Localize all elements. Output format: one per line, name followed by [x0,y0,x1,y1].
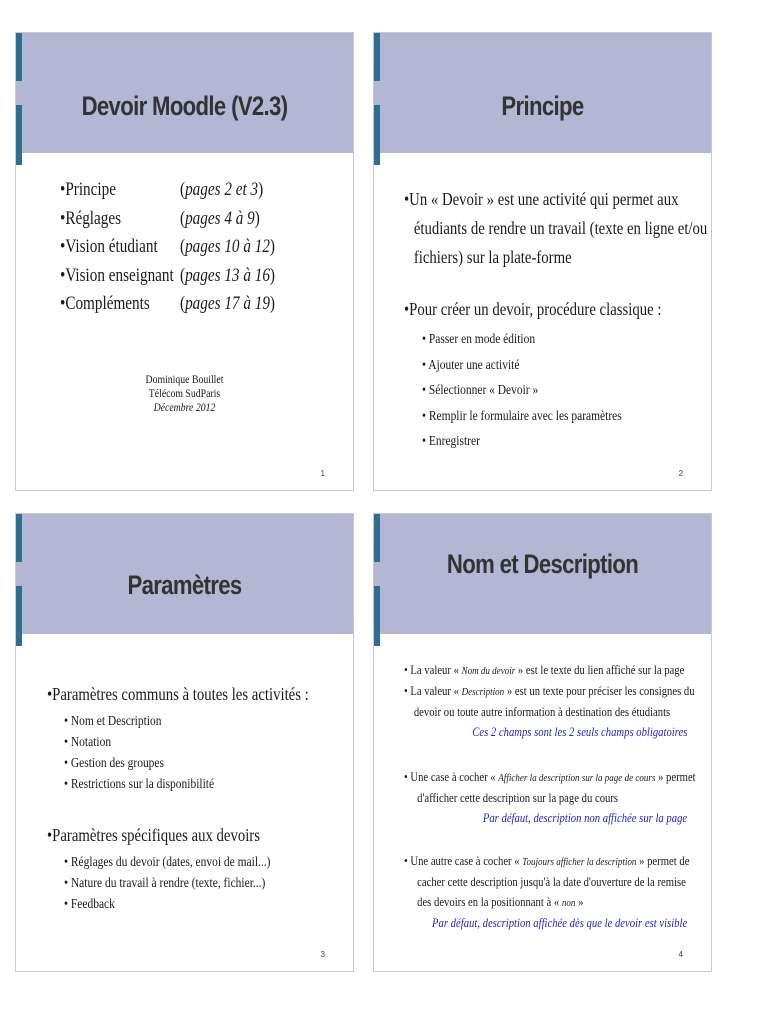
toc-label: •Vision enseignant [60,264,174,286]
accent-bar [374,586,380,646]
note-required: Ces 2 champs sont les 2 seuls champs obligatoires [471,724,687,739]
toc-pages: (pages 4 à 9) [180,207,260,229]
step-item: • Passer en mode édition [422,332,536,347]
accent-bar [374,105,380,165]
bullet-specific: •Paramètres spécifiques aux devoirs [47,825,260,845]
common-list [64,711,247,795]
page-number: 2 [678,469,683,478]
slide-title: Nom et Description [446,549,639,579]
toc-pages: (pages 10 à 12) [180,236,275,257]
toc-label: •Réglages [60,207,122,229]
accent-bar [374,33,380,81]
list-item: • Notation [64,735,112,750]
bullet-definition [404,185,712,272]
step-item: • Enregistrer [422,434,480,449]
list-item: • Gestion des groupes [64,756,165,771]
bullet-line: •Un « Devoir » est une activité qui permet aux [404,189,679,209]
bullet-common: •Paramètres communs à toutes les activités : [47,684,309,704]
note-default-hidden: Par défaut, description non affichée sur la page [482,810,687,825]
paragraph-show-description [404,767,712,808]
note-default-visible: Par défaut, description affichée dès que le devoir est visible [431,915,687,930]
step-item: • Sélectionner « Devoir » [422,383,539,398]
list-item: • Réglages du devoir (dates, envoi de mail...) [64,855,271,870]
slide-1 [15,32,354,491]
toc-label: •Principe [60,179,116,200]
text-line: • La valeur « Description » est un texte pour préciser les consignes du [404,683,695,698]
toc-label: •Compléments [60,293,150,314]
accent-bar [16,514,22,562]
accent-bar [16,586,22,646]
paragraph-fields [404,660,712,722]
author-date: Décembre 2012 [153,402,216,414]
slide-title: Paramètres [127,570,242,600]
text-line: • Une autre case à cocher « Toujours afficher la description » permet de [404,853,690,868]
text-line: • Une case à cocher « Afficher la description sur la page de cours » permet [404,769,696,784]
paragraph-always-show [404,851,712,913]
toc-pages: (pages 2 et 3) [180,179,264,200]
text-line: d'afficher cette description sur la page du cours [417,790,619,805]
text-line: devoir ou toute autre information à destination des étudiants [413,704,671,719]
toc-label: •Vision étudiant [60,236,158,257]
step-item: • Remplir le formulaire avec les paramètres [422,408,622,424]
text-line: des devoirs en la positionnant à « non » [417,894,584,909]
toc-pages: (pages 13 à 16) [180,264,275,286]
author-block [16,373,353,415]
list-item: • Nom et Description [64,714,162,729]
specific-list [64,852,316,915]
page-number: 1 [320,469,325,478]
list-item: • Feedback [64,897,115,912]
author-org: Télécom SudParis [148,388,221,400]
list-item: • Nature du travail à rendre (texte, fichier...) [64,876,266,891]
page-number: 3 [320,950,325,959]
text-line: • La valeur « Nom du devoir » est le texte du lien affiché sur la page [404,662,685,677]
slide-2 [373,32,712,491]
accent-bar [16,105,22,165]
text-line: cacher cette description jusqu'à la date d'ouverture de la remise [417,874,686,889]
bullet-line: fichiers) sur la plate-forme [413,247,572,267]
step-item: • Ajouter une activité [422,357,520,373]
page-number: 4 [678,950,683,959]
slide-title: Principe [501,91,584,121]
bullet-line: étudiants de rendre un travail (texte en ligne et/ou [413,218,708,238]
accent-bar [374,514,380,562]
author-name: Dominique Bouillet [145,374,224,386]
toc-pages: (pages 17 à 19) [180,293,275,314]
bullet-procedure: •Pour créer un devoir, procédure classique : [404,299,662,319]
slide-3 [15,513,354,972]
slide-title: Devoir Moodle (V2.3) [81,91,288,121]
procedure-steps [422,327,666,455]
accent-bar [16,33,22,81]
slide-4 [373,513,712,972]
list-item: • Restrictions sur la disponibilité [64,777,215,792]
